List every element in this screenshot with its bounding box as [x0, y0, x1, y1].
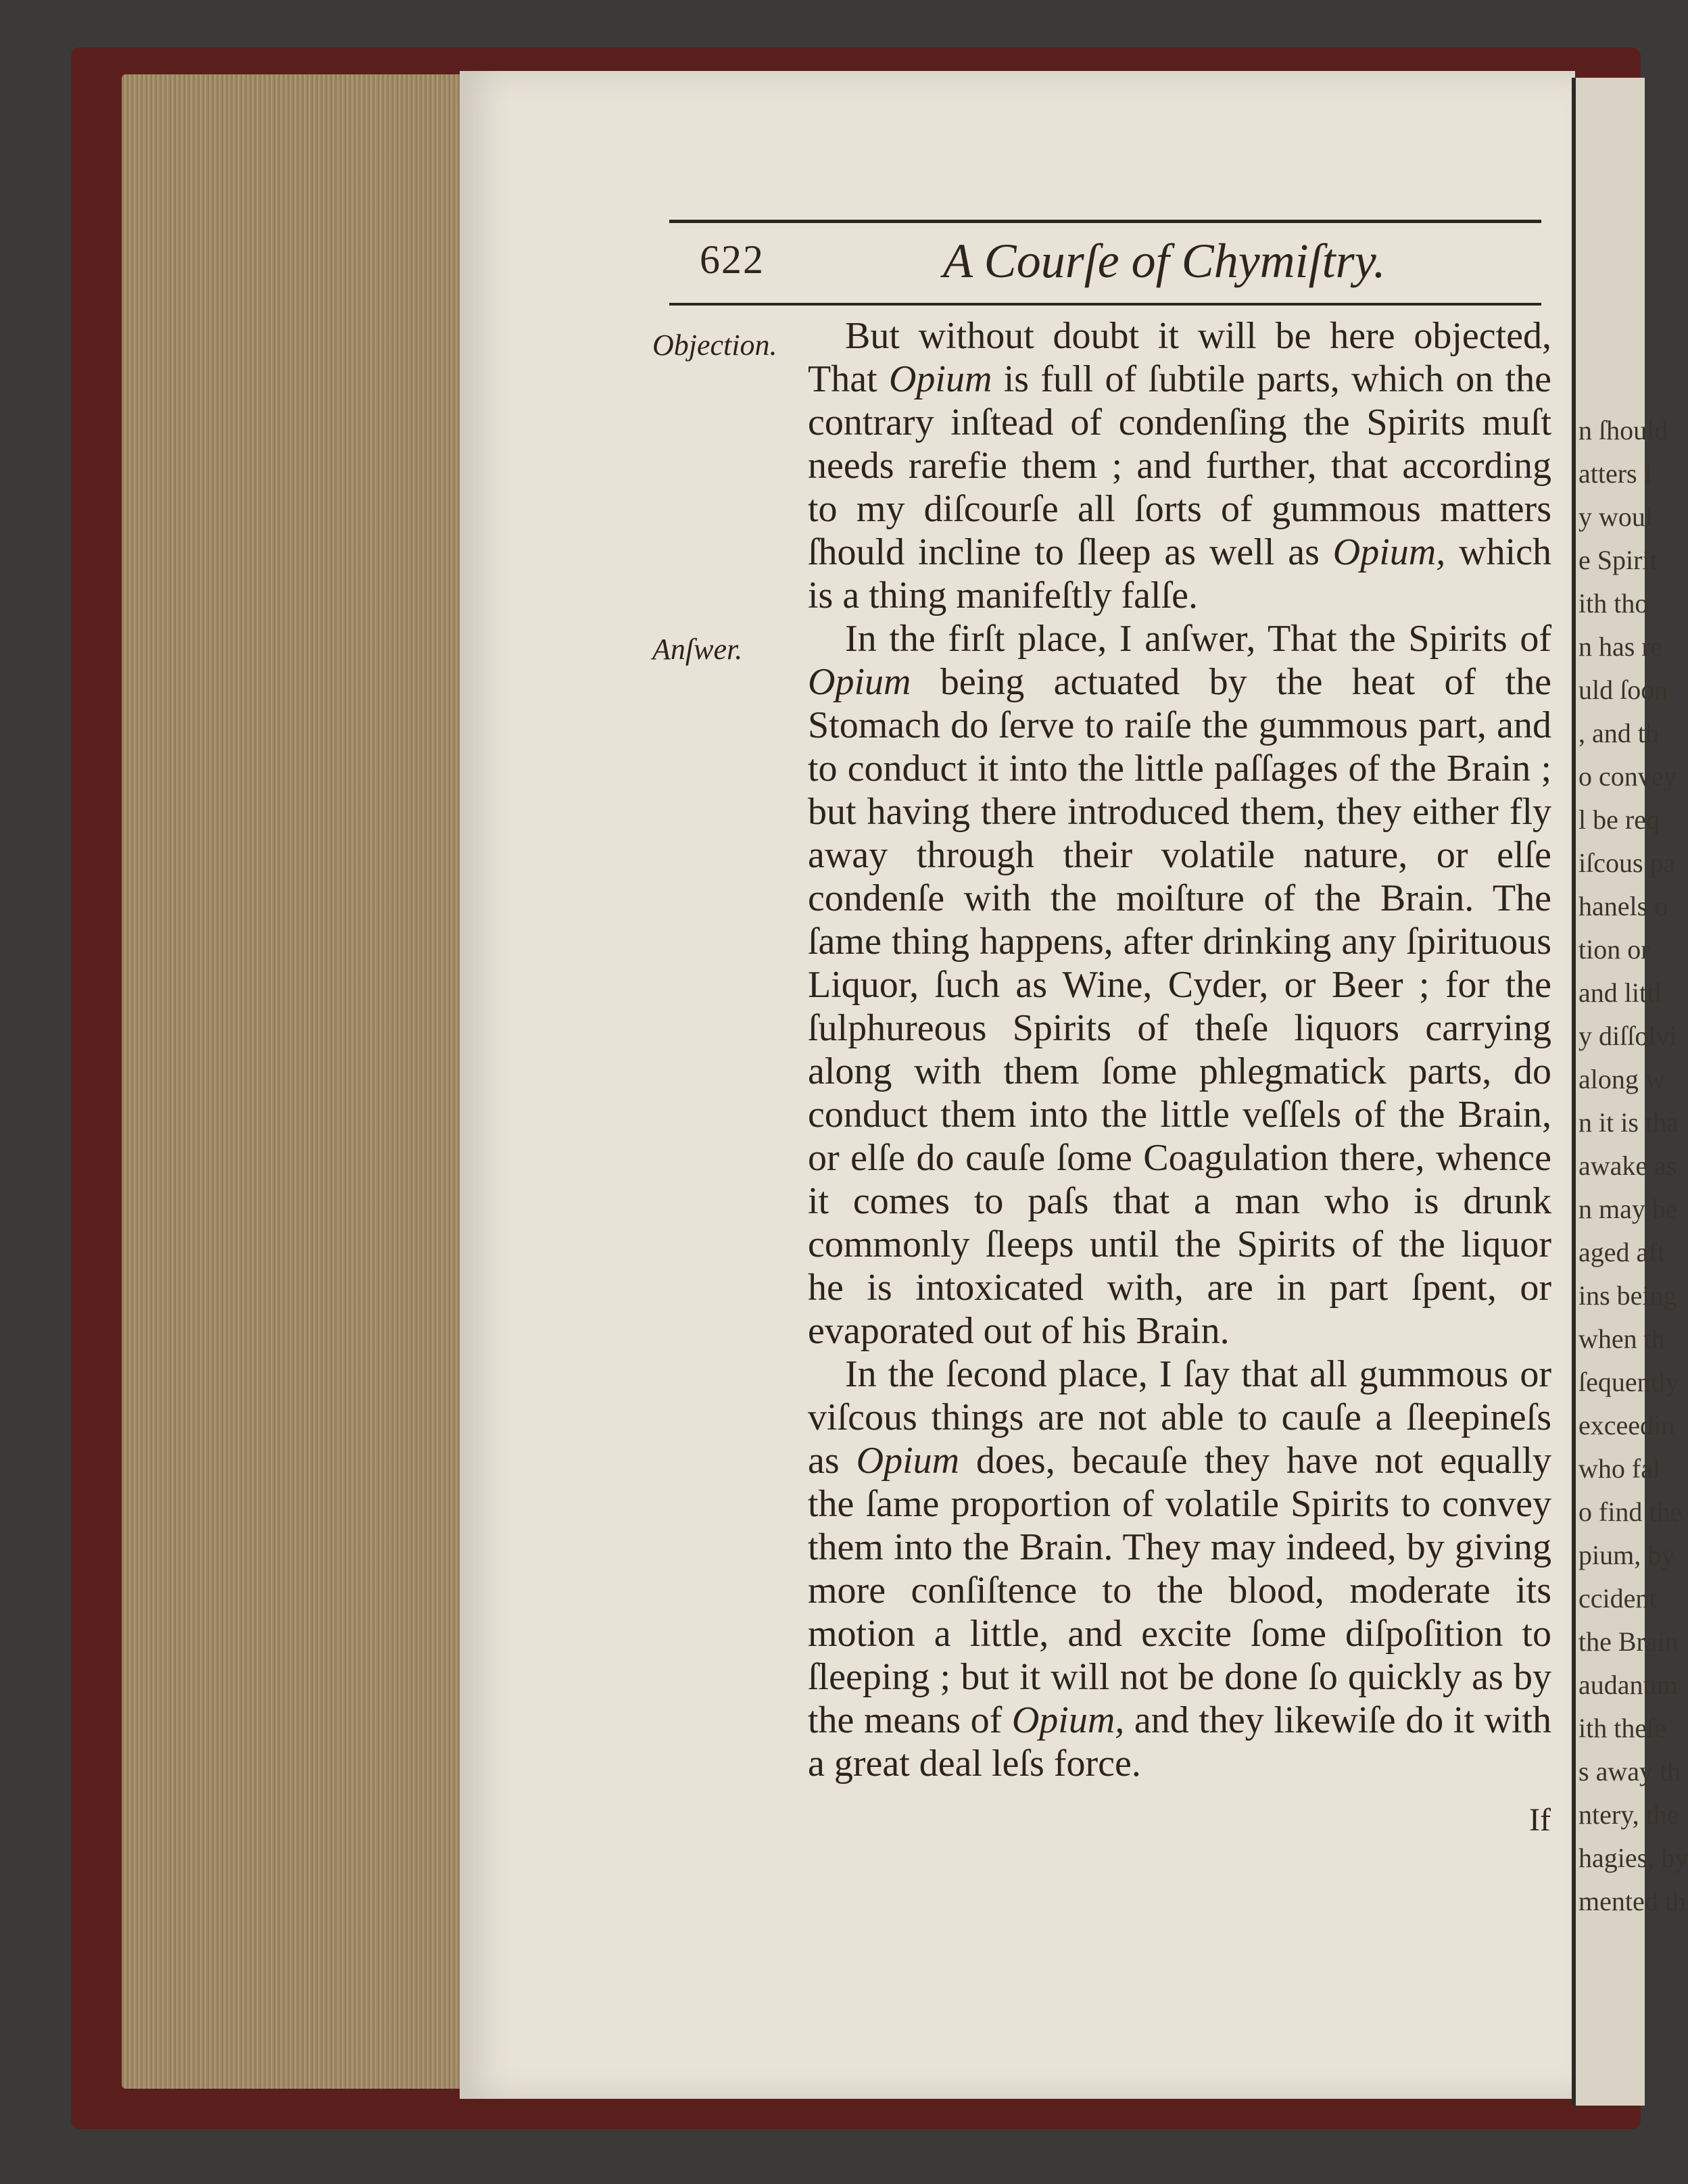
next-page-fragment: e Spirit	[1578, 545, 1658, 575]
next-page-fragment: tion or	[1578, 934, 1650, 965]
running-title: A Courſe of Chymiſtry.	[943, 234, 1386, 288]
paragraph-objection: But without doubt it will be here objected, That Opium is full of ſubtile parts, which on the contrary inſtead of condenſing the Spirits muſt needs rarefie them ; and further, that according to my diſcourſe all ſorts of gummous matters ſhould incline to ſleep as well as Opium, which is a thing manifeſtly falſe.	[808, 315, 1551, 616]
body-text	[808, 314, 1551, 1785]
next-page-fragment: exceedin	[1578, 1410, 1675, 1440]
next-page-text	[1576, 409, 1688, 1923]
next-page-fragment: aged aft	[1578, 1237, 1665, 1267]
next-page-fragment: when th	[1578, 1324, 1665, 1354]
next-page-fragment: n has re	[1578, 631, 1663, 662]
next-page-fragment: hagies, by	[1578, 1843, 1688, 1873]
header-rule-bottom	[669, 303, 1541, 306]
next-page-fragment: ins being	[1578, 1280, 1677, 1311]
next-page-edge	[1572, 78, 1688, 2106]
next-page-fragment: pium, by	[1578, 1540, 1675, 1570]
next-page-fragment: y woul	[1578, 502, 1653, 532]
page-edges	[122, 74, 473, 2089]
next-page-fragment: s away th	[1578, 1756, 1681, 1787]
next-page-fragment: n may be	[1578, 1194, 1678, 1224]
next-page-fragment: n it is tha	[1578, 1107, 1679, 1138]
margin-note-answer: Anſwer.	[652, 633, 743, 666]
next-page-fragment: and littl	[1578, 977, 1662, 1008]
next-page-fragment: awake as	[1578, 1150, 1677, 1181]
next-page-fragment: hanels o	[1578, 891, 1668, 921]
next-page-fragment: audanum	[1578, 1670, 1678, 1700]
next-page-fragment: the Brain	[1578, 1626, 1679, 1657]
next-page-fragment: ccident	[1578, 1583, 1657, 1613]
next-page-fragment: ith tho	[1578, 588, 1649, 618]
next-page-fragment: atters I	[1578, 458, 1653, 489]
next-page-fragment: o find the	[1578, 1497, 1683, 1527]
paragraph-answer-second: In the ſecond place, I ſay that all gummous or viſcous things are not able to cauſe a ſleepineſs as Opium does, becauſe they have not equally the ſame proportion of volatile Spirits to convey them into the Brain. They may indeed, by giving more conſiſtence to the blood, moderate its motion a little, and excite ſome diſpoſition to ſleeping ; but it will not be done ſo quickly as by the means of Opium, and they likewiſe do it with a great deal leſs force.	[808, 1353, 1552, 1785]
next-page-fragment: ſequently	[1578, 1367, 1679, 1397]
next-page-fragment: n ſhould	[1578, 415, 1668, 445]
page-number: 622	[700, 237, 765, 282]
paragraph-answer-first: In the firſt place, I anſwer, That the Spirits of Opium being actuated by the heat of the Stomach do ſerve to raiſe the gummous part, and to conduct it into the little paſſages of the Brain ; but having there introduced them, they either fly away through their volatile nature, or elſe condenſe with the moiſture of the Brain. The ſame thing happens, after drinking any ſpirituous Liquor, ſuch as Wine, Cyder, or Beer ; for the ſulphureous Spirits of theſe liquors carrying along with them ſome phlegmatick parts, do conduct them into the little veſſels of the Brain, or elſe do cauſe ſome Coagulation there, whence it comes to paſs that a man who is drunk commonly ſleeps until the Spirits of the liquor he is intoxicated with, are in part ſpent, or evaporated out of his Brain.	[808, 618, 1551, 1352]
page-header	[700, 230, 1531, 297]
header-rule-top	[669, 220, 1541, 223]
next-page-fragment: iſcous pa	[1578, 848, 1676, 878]
next-page-fragment: mented th	[1578, 1886, 1686, 1916]
margin-note-objection: Objection.	[652, 329, 777, 362]
next-page-fragment: ith theſe	[1578, 1713, 1666, 1743]
next-page-fragment: ntery, the	[1578, 1799, 1679, 1830]
catchword: If	[1529, 1802, 1551, 1838]
next-page-fragment: , and th	[1578, 718, 1659, 748]
next-page-fragment: o convey	[1578, 761, 1677, 792]
next-page-fragment: who fal	[1578, 1453, 1661, 1484]
next-page-fragment: uld ſoon	[1578, 675, 1668, 705]
next-page-fragment: along w	[1578, 1064, 1665, 1094]
next-page-fragment: y diſſolvi	[1578, 1021, 1677, 1051]
next-page-fragment: l be req	[1578, 804, 1660, 835]
